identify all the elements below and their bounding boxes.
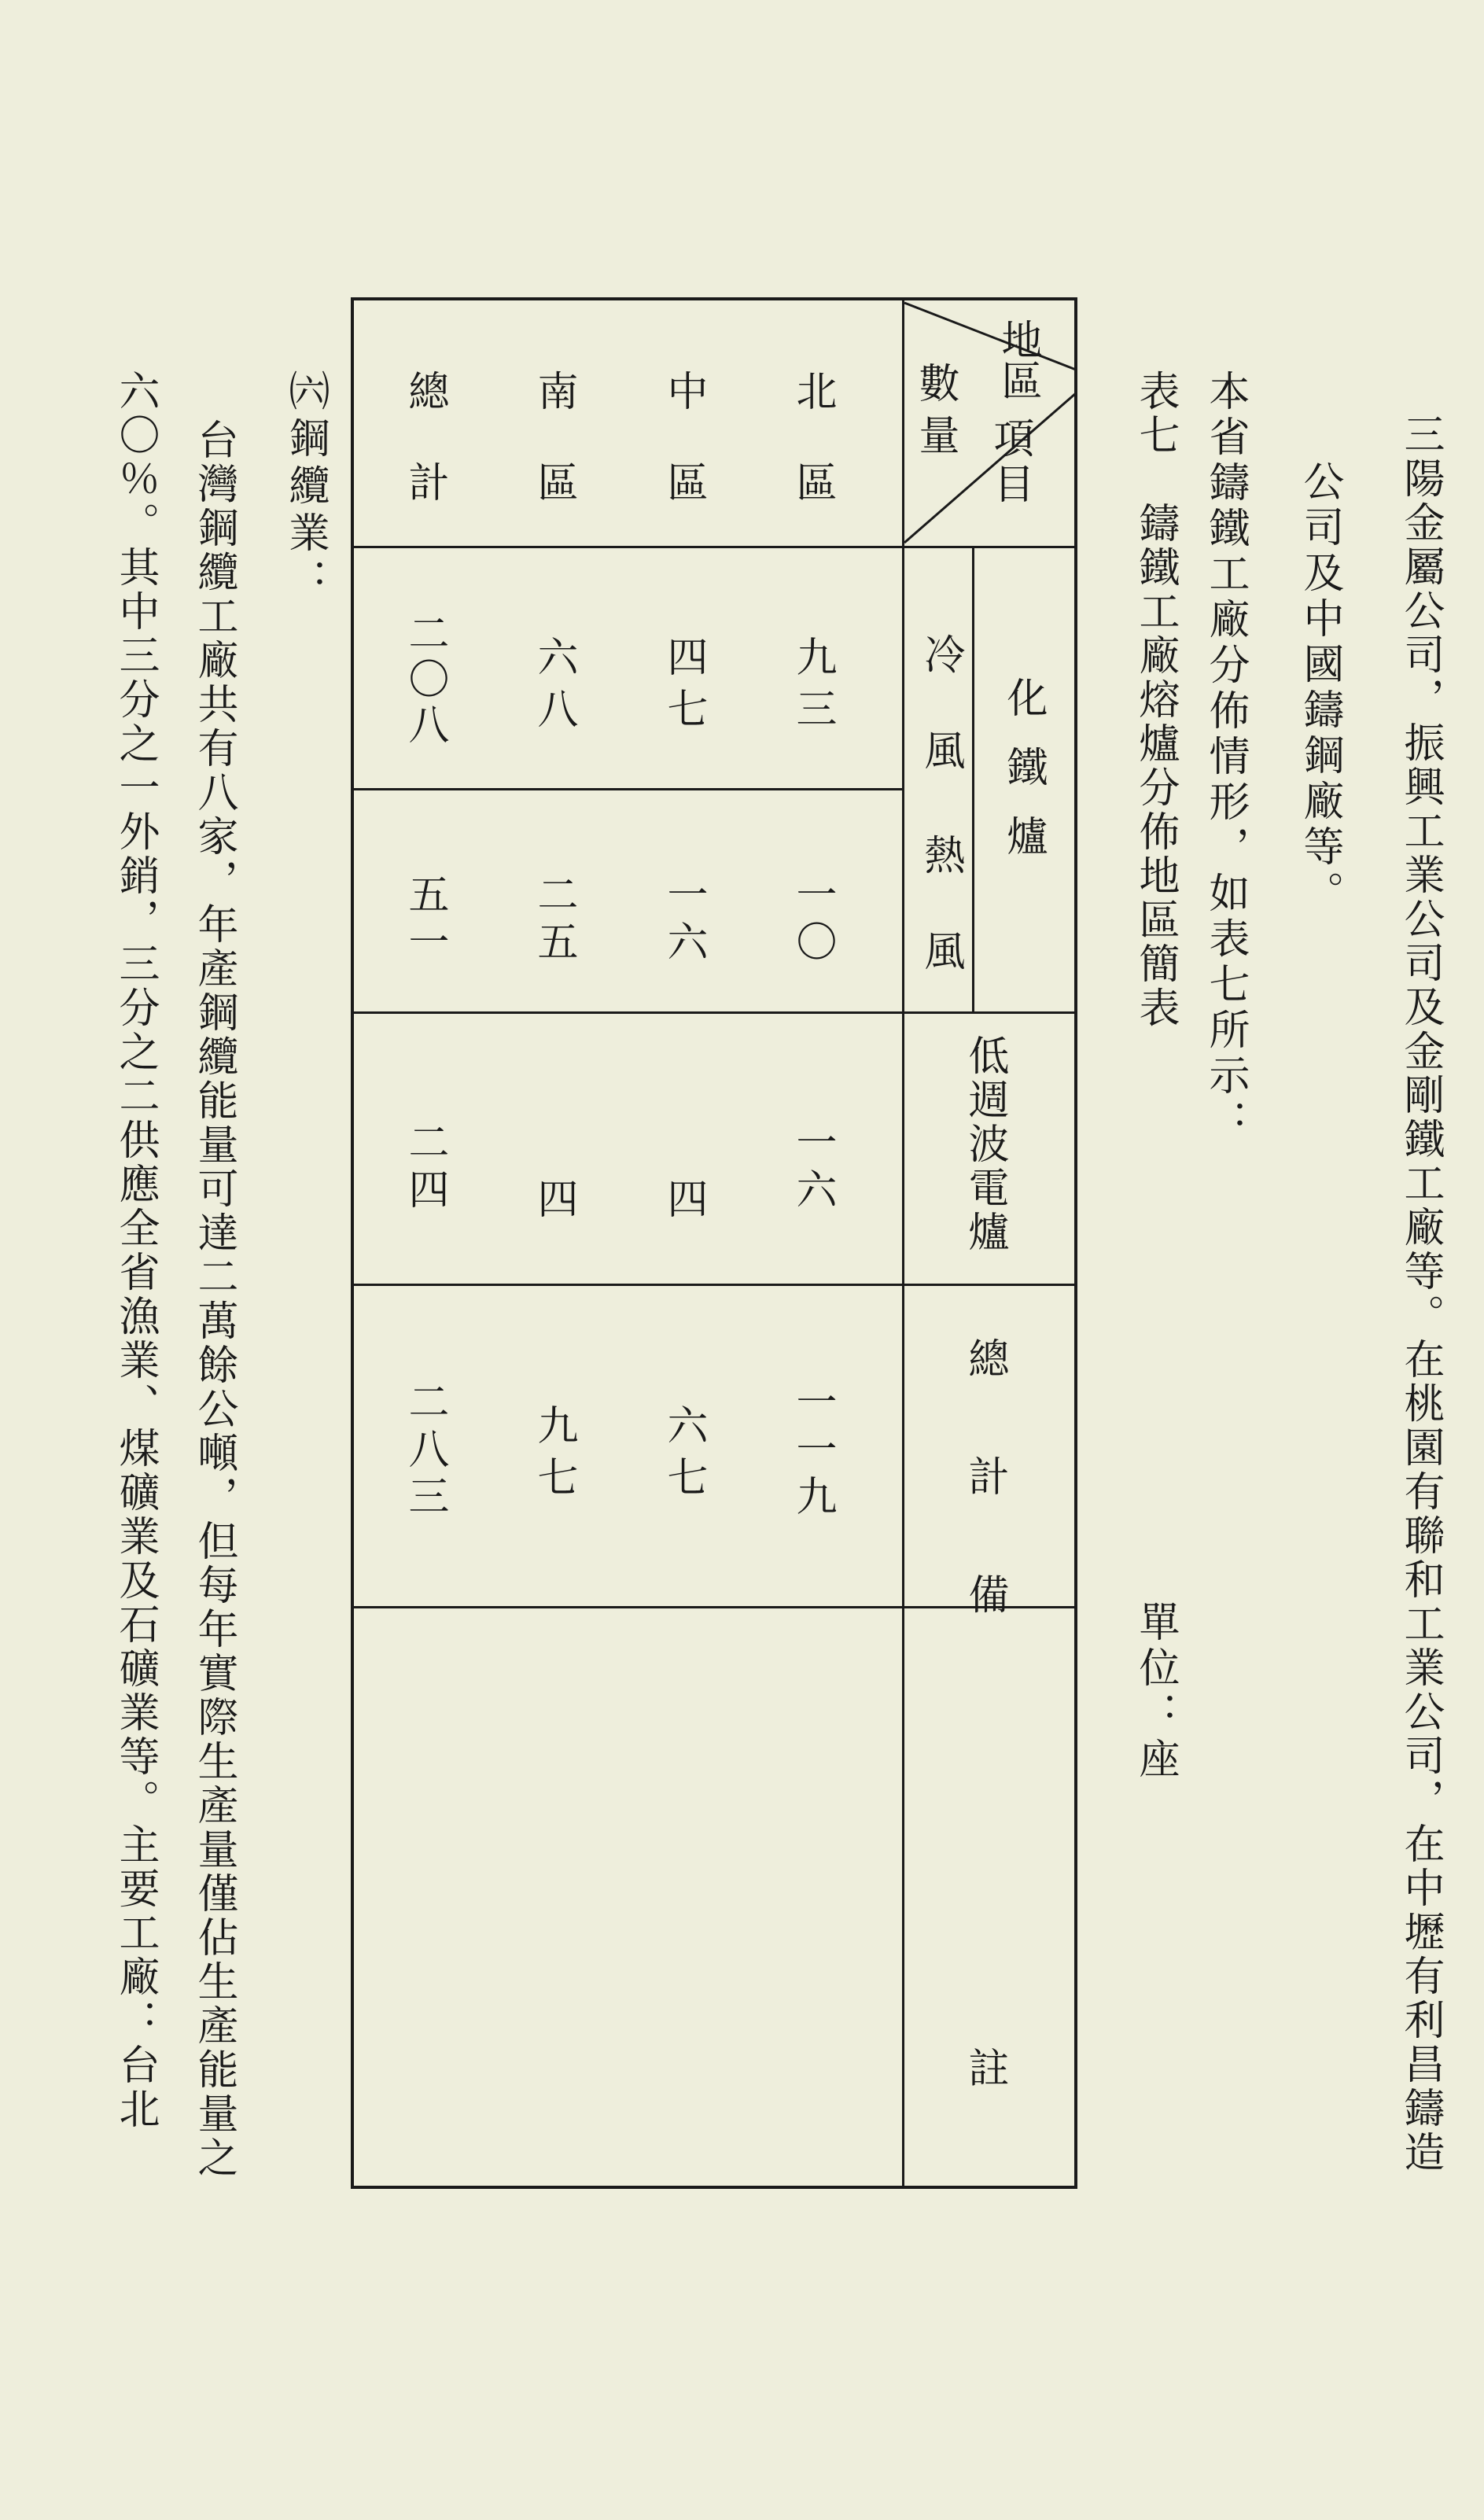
row-central-region: 中區 [660,370,707,552]
row-central-cold: 四七 [660,636,707,739]
row-south-low: 四 [530,1177,577,1218]
row-south-total: 九七 [530,1404,577,1508]
row-north-low: 一六 [789,1121,836,1215]
row-north-cold: 九三 [789,636,836,739]
table-unit: 單位：座 [1132,1601,1179,1783]
table-caption: 表七 鑄鐵工廠熔爐分佈地區簡表 [1132,370,1179,1030]
section-6-line-1: 台灣鋼纜工廠共有八家，年產鋼纜能量可達二萬餘公噸，但每年實際生產量僅佔生產能量之 [190,418,238,2180]
row-north-region: 北區 [789,370,836,552]
row-north-hot: 一〇 [789,873,836,967]
row-central-total: 六七 [660,1404,707,1508]
row-total-region: 總計 [401,370,448,552]
section-6-heading: ㈥鋼纜業： [282,370,329,606]
row-total-low: 二四 [401,1121,448,1215]
body-line-1: 三陽金屬公司，振興工業公司及金剛鐵工廠等。在桃園有聯和工業公司，在中壢有利昌鑄造 [1397,413,1444,2175]
row-total-total: 二八三 [401,1380,448,1522]
body-line-2: 公司及中國鑄鋼廠等。 [1296,460,1343,916]
header-corner-region: 地區 [994,319,1041,400]
header-cupola: 化鐵爐 [1000,676,1047,884]
row-south-hot: 二五 [530,873,577,967]
header-hot-blast: 熱風 [917,834,964,1026]
row-south-cold: 六八 [530,636,577,739]
body-line-3: 本省鑄鐵工廠分佈情形，如表七所示： [1202,370,1249,1145]
row-south-region: 南區 [530,370,577,552]
header-cold-blast: 冷風 [917,633,964,825]
header-low-freq: 低週波電爐 [961,1034,1008,1254]
row-total-cold: 二〇八 [401,612,448,749]
header-total: 總計 [961,1337,1008,1573]
row-total-hot: 五一 [401,873,448,967]
header-corner-item: 項目 [986,417,1033,508]
section-6-line-2: 六〇％。其中三分之一外銷，三分之二供應全省漁業、煤礦業及石礦業等。主要工廠：台北 [112,370,159,2131]
header-remarks: 備註 [961,1573,1008,2520]
header-corner-quantity: 數量 [911,362,959,466]
row-central-hot: 一六 [660,873,707,967]
row-north-total: 一一九 [789,1380,836,1522]
row-central-low: 四 [660,1177,707,1218]
